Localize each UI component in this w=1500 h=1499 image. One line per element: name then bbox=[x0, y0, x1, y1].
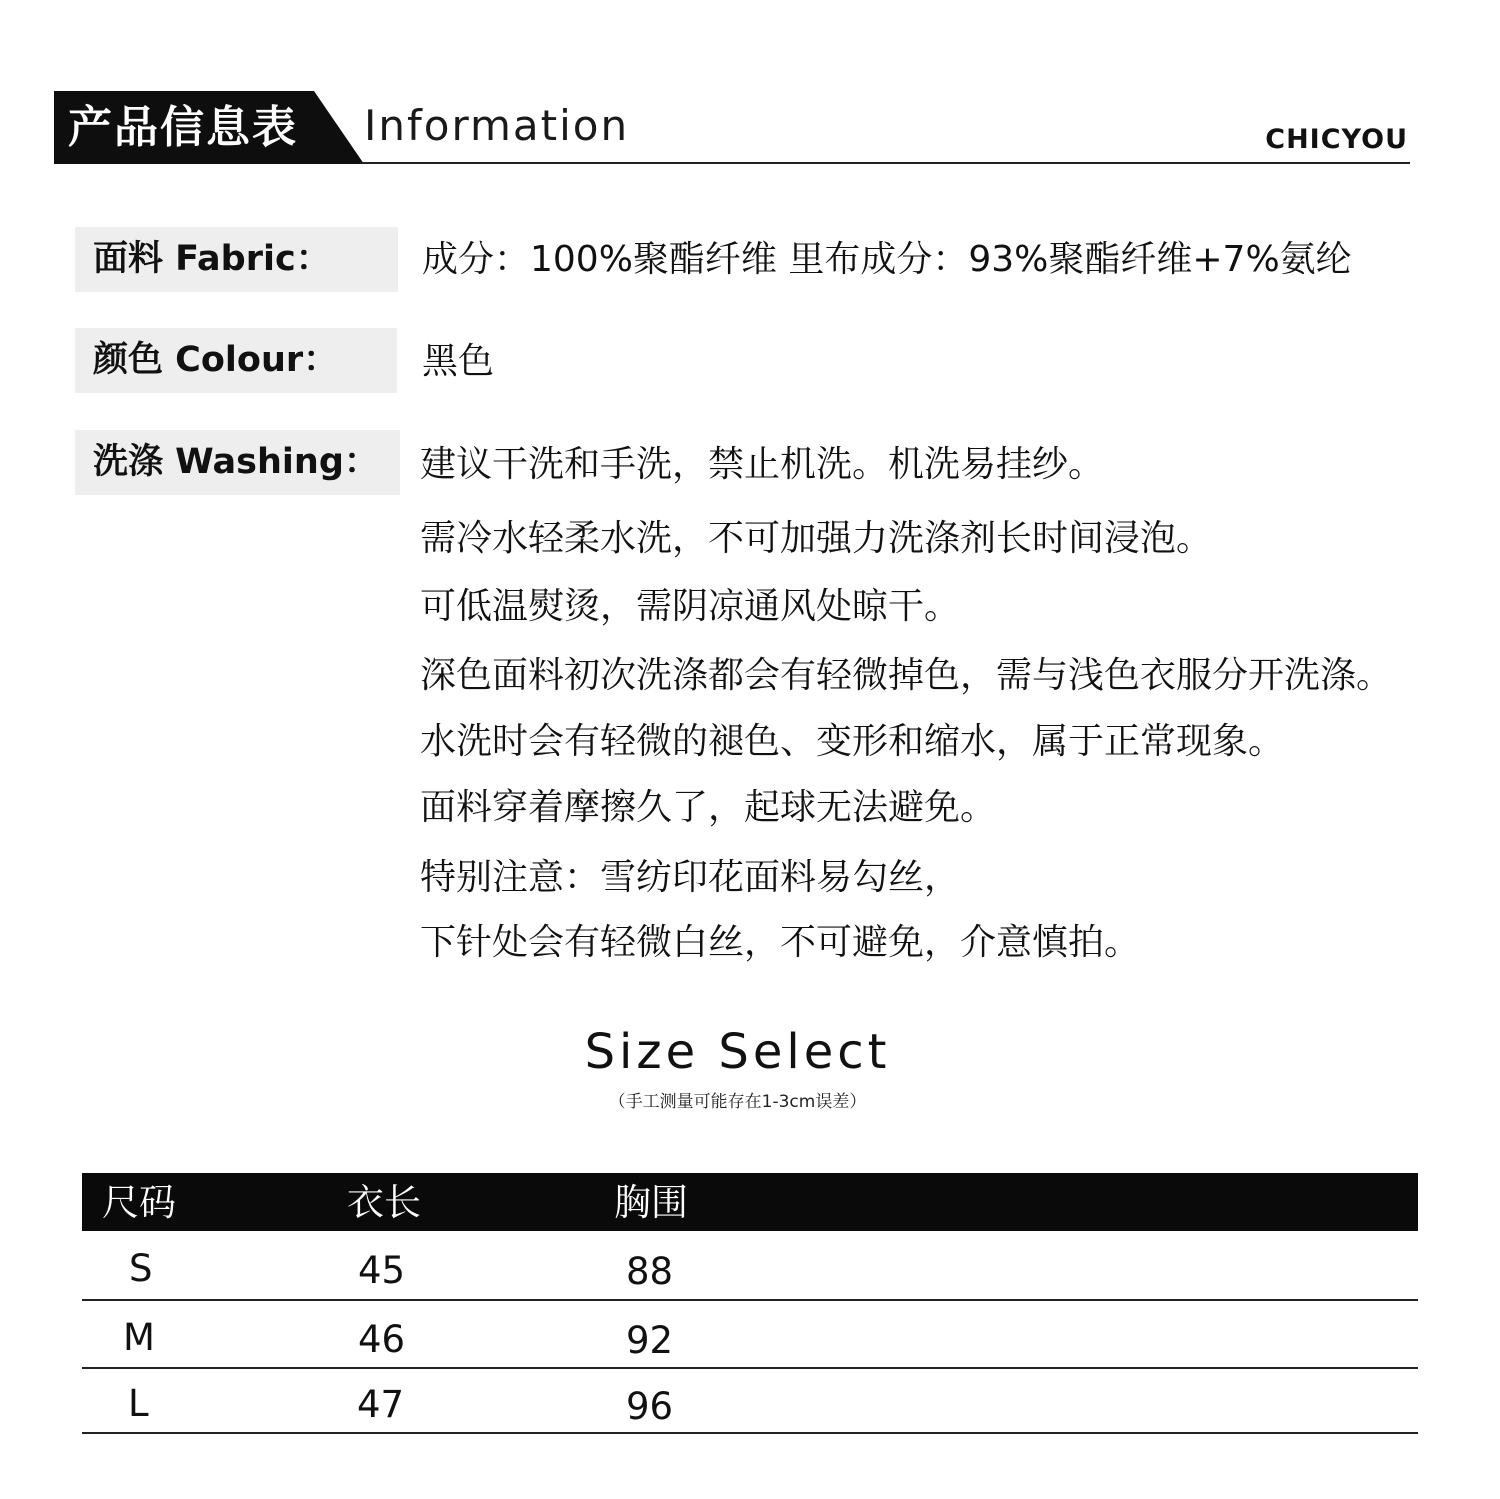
size-select-title: Size Select bbox=[584, 1024, 891, 1080]
size-table-header-bust: 胸围 bbox=[614, 1181, 688, 1224]
fabric-label: 面料 Fabric： bbox=[75, 227, 398, 292]
washing-line: 建议干洗和手洗，禁止机洗。机洗易挂纱。 bbox=[420, 444, 1105, 485]
size-table-row-divider bbox=[82, 1432, 1418, 1434]
size-table-header-length: 衣长 bbox=[347, 1181, 421, 1224]
size-table-header-size: 尺码 bbox=[102, 1181, 176, 1224]
size-table-cell-bust: 92 bbox=[626, 1319, 674, 1362]
colour-label: 颜色 Colour： bbox=[75, 328, 397, 393]
size-measure-note: （手工测量可能存在1-3cm误差） bbox=[608, 1092, 867, 1112]
washing-line: 下针处会有轻微白丝，不可避免，介意慎拍。 bbox=[420, 922, 1141, 963]
size-table-cell-size: M bbox=[123, 1316, 155, 1359]
header-title-en: Information bbox=[364, 101, 630, 150]
washing-line: 水洗时会有轻微的褪色、变形和缩水，属于正常现象。 bbox=[420, 721, 1285, 762]
size-table-cell-length: 46 bbox=[358, 1318, 406, 1361]
washing-line: 面料穿着摩擦久了，起球无法避免。 bbox=[420, 787, 997, 828]
size-table-cell-bust: 96 bbox=[626, 1385, 674, 1428]
size-table-cell-length: 47 bbox=[357, 1383, 405, 1426]
size-table-cell-length: 45 bbox=[358, 1249, 406, 1292]
size-table-cell-bust: 88 bbox=[626, 1250, 674, 1293]
washing-line: 需冷水轻柔水洗，不可加强力洗涤剂长时间浸泡。 bbox=[420, 518, 1213, 559]
size-table-row-divider bbox=[82, 1367, 1418, 1369]
size-table-cell-size: S bbox=[129, 1247, 153, 1290]
washing-line: 特别注意：雪纺印花面料易勾丝， bbox=[420, 857, 961, 898]
header-title-cn: 产品信息表 bbox=[68, 102, 298, 153]
fabric-value: 成分：100%聚酯纤维 里布成分：93%聚酯纤维+7%氨纶 bbox=[422, 239, 1352, 280]
washing-label: 洗涤 Washing： bbox=[75, 430, 400, 495]
colour-value: 黑色 bbox=[422, 341, 495, 382]
size-table-header bbox=[82, 1173, 1418, 1231]
size-table-cell-size: L bbox=[128, 1382, 149, 1425]
size-table-row-divider bbox=[82, 1299, 1418, 1301]
header-divider bbox=[360, 162, 1410, 164]
washing-line: 可低温熨烫，需阴凉通风处晾干。 bbox=[420, 586, 961, 627]
brand-logo: CHICYOU bbox=[1265, 124, 1408, 155]
washing-line: 深色面料初次洗涤都会有轻微掉色，需与浅色衣服分开洗涤。 bbox=[420, 655, 1393, 696]
